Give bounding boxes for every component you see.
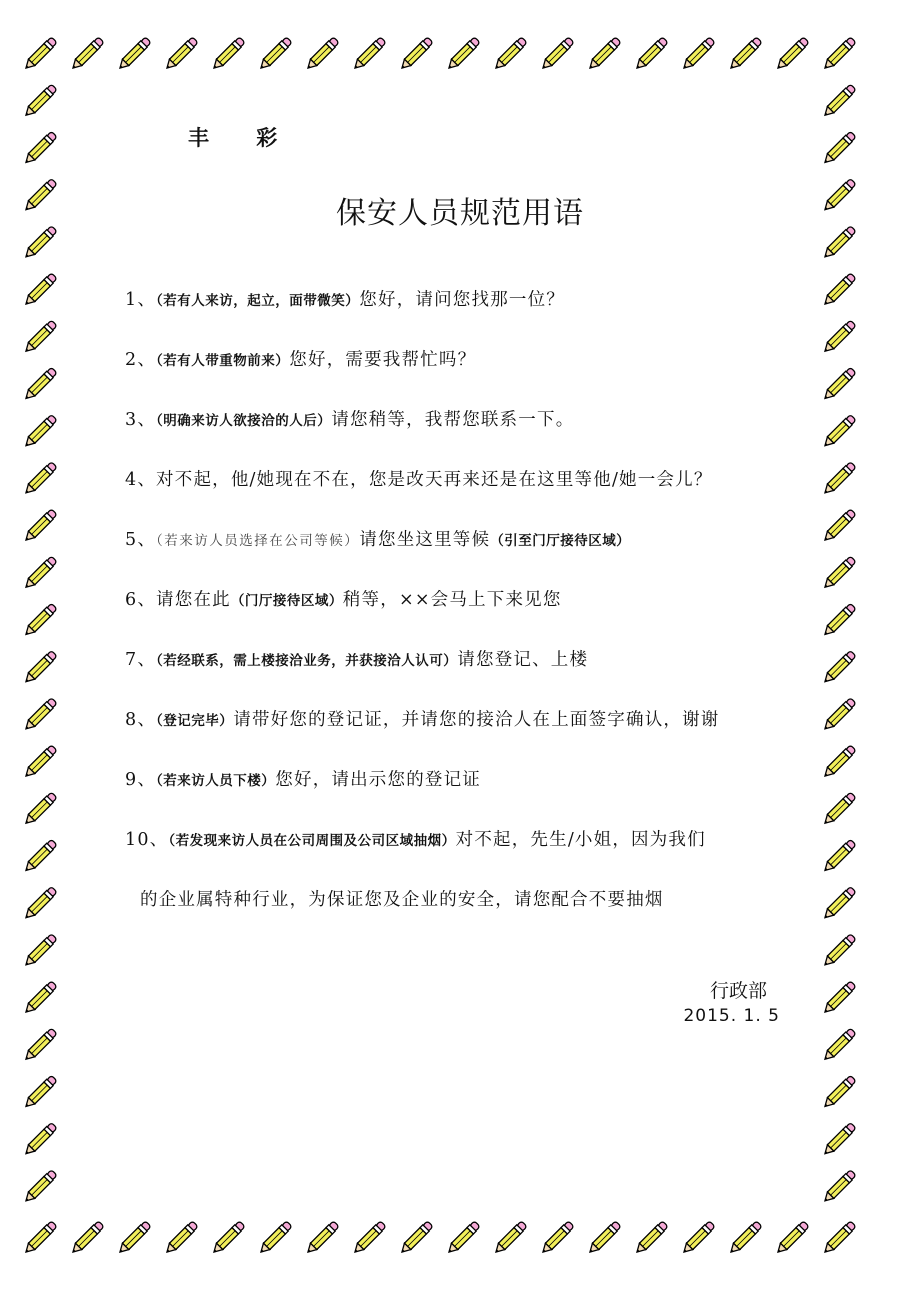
item-note: （若来访人员下楼） xyxy=(156,773,276,789)
item-text: 请您稍等，我帮您联系一下。 xyxy=(331,410,575,430)
item-text: 请您在此 xyxy=(156,590,231,610)
phrase-item-4 xyxy=(125,466,713,491)
phrase-item-1 xyxy=(125,286,565,311)
item-text: 对不起，先生/小姐，因为我们 xyxy=(455,830,706,850)
item-text: 请您登记、上楼 xyxy=(457,650,589,670)
item-text: 您好，需要我帮忙吗？ xyxy=(289,350,477,370)
item-text: 对不起，他/她现在不在，您是改天再来还是在这里等他/她一会儿？ xyxy=(156,470,713,490)
phrase-item-10-continuation: 的企业属特种行业，为保证您及企业的安全，请您配合不要抽烟 xyxy=(140,890,664,910)
document-date: 2015. 1. 5 xyxy=(683,1006,780,1026)
item-note: （明确来访人欲接洽的人后） xyxy=(156,413,332,429)
phrase-item-3 xyxy=(125,406,574,431)
item-number: 9、 xyxy=(125,770,157,790)
item-note: （若有人来访，起立，面带微笑） xyxy=(156,293,360,309)
item-number: 8、 xyxy=(125,710,157,730)
phrase-item-8 xyxy=(125,706,720,731)
item-note: （门厅接待区域） xyxy=(230,593,343,609)
item-number: 5、 xyxy=(125,530,157,550)
item-text: 请您坐这里等候 xyxy=(359,530,491,550)
item-text: 请带好您的登记证，并请您的接洽人在上面签字确认，谢谢 xyxy=(233,710,720,730)
phrase-item-6 xyxy=(125,586,562,611)
phrase-item-10 xyxy=(125,826,706,851)
item-number: 10、 xyxy=(125,830,169,850)
item-number: 2、 xyxy=(125,350,157,370)
phrase-item-7 xyxy=(125,646,588,671)
item-note: （若有人带重物前来） xyxy=(156,353,290,369)
item-text: 您好，请出示您的登记证 xyxy=(275,770,481,790)
item-note: （若发现来访人员在公司周围及公司区域抽烟） xyxy=(168,833,456,849)
phrase-item-5 xyxy=(125,526,630,551)
page-title: 保安人员规范用语 xyxy=(336,196,584,231)
item-note: （若经联系，需上楼接洽业务，并获接洽人认可） xyxy=(156,653,458,669)
company-name: 丰 彩 xyxy=(188,126,298,150)
phrase-item-9 xyxy=(125,766,481,791)
item-number: 3、 xyxy=(125,410,157,430)
item-number: 7、 xyxy=(125,650,157,670)
item-note: （若来访人员选择在公司等候） xyxy=(156,533,360,549)
item-note: （登记完毕） xyxy=(156,713,234,729)
item-number: 6、 xyxy=(125,590,157,610)
item-number: 1、 xyxy=(125,290,157,310)
phrase-item-2 xyxy=(125,346,476,371)
item-text: 您好，请问您找那一位？ xyxy=(359,290,565,310)
department-signature: 行政部 xyxy=(709,980,767,1002)
item-note-secondary: （引至门厅接待区域） xyxy=(490,533,631,549)
item-number: 4、 xyxy=(125,470,157,490)
item-text-secondary: 稍等，××会马上下来见您 xyxy=(342,590,562,610)
